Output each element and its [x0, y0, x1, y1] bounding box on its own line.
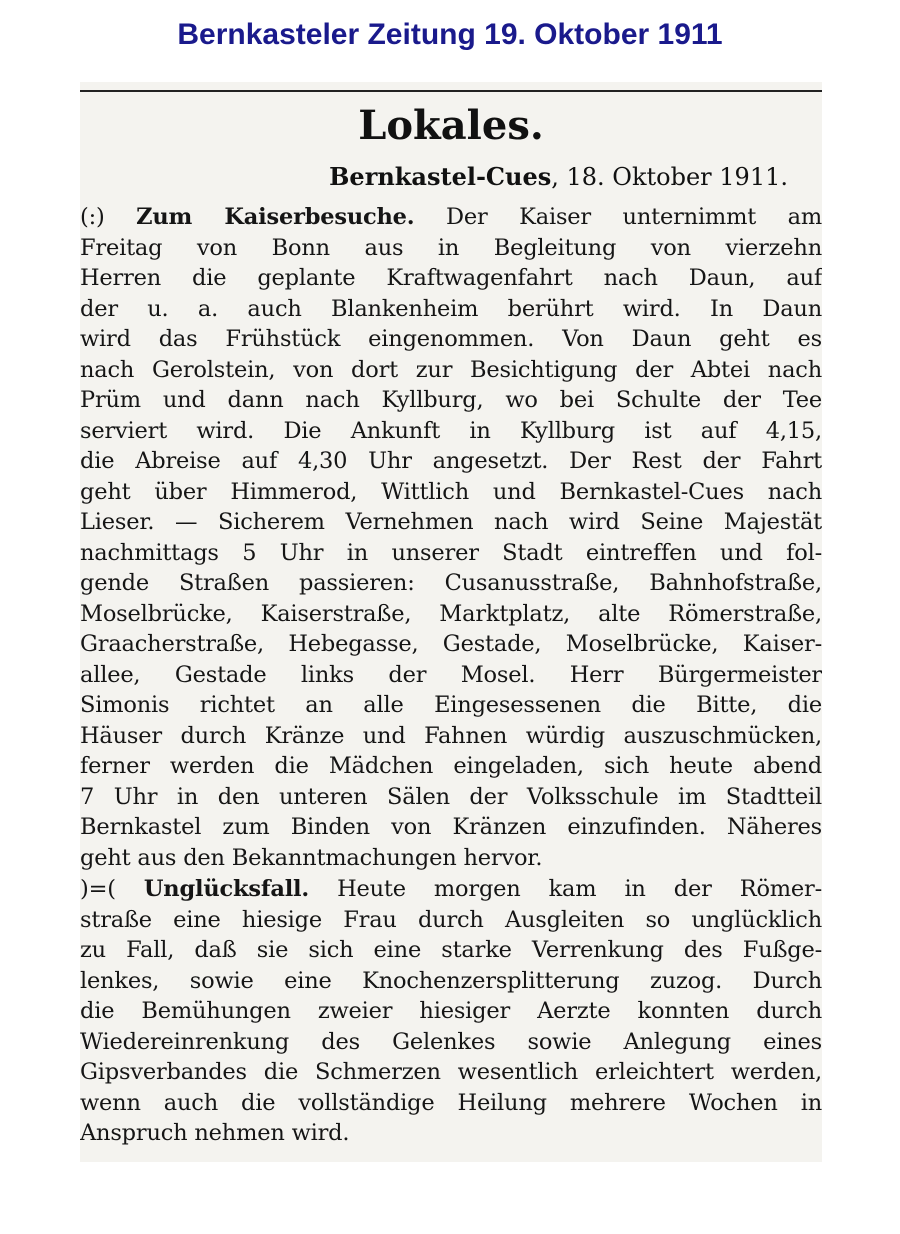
article-headline: Zum Kaiserbesuche. — [136, 204, 415, 230]
article-line: Simonis richtet an alle Eingesessenen die Bitte, die — [80, 692, 822, 718]
article-line: Graacherstraße, Hebegasse, Gestade, Moselbrücke, Kaiser- — [80, 631, 822, 657]
article-marker: (:) — [80, 204, 137, 230]
image-caption: Bernkasteler Zeitung 19. Oktober 1911 — [177, 18, 723, 51]
article-line: Wiedereinrenkung des Gelenkes sowie Anlegung eines — [80, 1028, 822, 1055]
article-line: nachmittags 5 Uhr in unserer Stadt eintreffen und fol- — [80, 539, 822, 566]
article-line: die Bemühungen zweier hiesiger Aerzte konnten durch — [80, 998, 822, 1024]
article-line: der u. a. auch Blankenheim berührt wird. In Daun — [80, 295, 822, 322]
article-line: die Abreise auf 4,30 Uhr angesetzt. Der Rest der Fahrt — [80, 448, 822, 474]
article-line: serviert wird. Die Ankunft in Kyllburg ist auf 4,15, — [80, 417, 822, 444]
article-line: Gipsverbandes die Schmerzen wesentlich erleichtert werden, — [80, 1059, 822, 1085]
article-line: gende Straßen passieren: Cusanusstraße, Bahnhofstraße, — [80, 570, 822, 596]
article-kaiserbesuch — [80, 202, 822, 873]
dateline — [80, 162, 788, 191]
newspaper-clipping — [80, 82, 822, 1162]
article-line: Freitag von Bonn aus in Begleitung von vierzehn — [80, 234, 822, 261]
article-line: Bernkastel zum Binden von Kränzen einzufinden. Näheres — [80, 814, 822, 840]
article-marker: )=( — [80, 876, 144, 902]
article-text: Heute morgen kam in der Römer- — [309, 876, 822, 902]
article-line: allee, Gestade links der Mosel. Herr Bürgermeister — [80, 661, 822, 688]
article-line: geht über Himmerod, Wittlich und Bernkastel-Cues nach — [80, 478, 822, 505]
article-ungluecksfall — [80, 874, 822, 1149]
article-line: Moselbrücke, Kaiserstraße, Marktplatz, alte Römerstraße, — [80, 600, 822, 627]
article-line: Anspruch nehmen wird. — [80, 1120, 350, 1146]
top-rule — [80, 90, 822, 92]
article-line: wird das Frühstück eingenommen. Von Daun geht es — [80, 326, 822, 352]
article-line: 7 Uhr in den unteren Sälen der Volksschule im Stadtteil — [80, 783, 822, 810]
article-line: zu Fall, daß sie sich eine starke Verrenkung des Fußge- — [80, 937, 822, 963]
article-line: nach Gerolstein, von dort zur Besichtigung der Abtei nach — [80, 356, 822, 383]
article-headline: Unglücksfall. — [143, 876, 310, 902]
article-line: Lieser. — Sicherem Vernehmen nach wird Seine Majestät — [80, 509, 822, 535]
article-line: Häuser durch Kränze und Fahnen würdig auszuschmücken, — [80, 722, 822, 749]
article-text: Der Kaiser unternimmt am — [414, 204, 822, 230]
dateline-date: , 18. Oktober 1911. — [551, 163, 788, 191]
article-line: wenn auch die vollständige Heilung mehrere Wochen in — [80, 1089, 822, 1116]
article-line: Prüm und dann nach Kyllburg, wo bei Schulte der Tee — [80, 387, 822, 413]
article-line: Herren die geplante Kraftwagenfahrt nach Daun, auf — [80, 265, 822, 291]
dateline-place: Bernkastel-Cues — [329, 162, 552, 191]
article-line — [80, 874, 822, 905]
article-line — [80, 202, 822, 233]
article-line: ferner werden die Mädchen eingeladen, sich heute abend — [80, 753, 822, 779]
section-title: Lokales. — [358, 102, 544, 149]
article-line: straße eine hiesige Frau durch Ausgleiten so unglücklich — [80, 906, 822, 933]
article-line: lenkes, sowie eine Knochenzersplitterung zuzog. Durch — [80, 967, 822, 994]
article-line: geht aus den Bekanntmachungen hervor. — [80, 844, 543, 871]
